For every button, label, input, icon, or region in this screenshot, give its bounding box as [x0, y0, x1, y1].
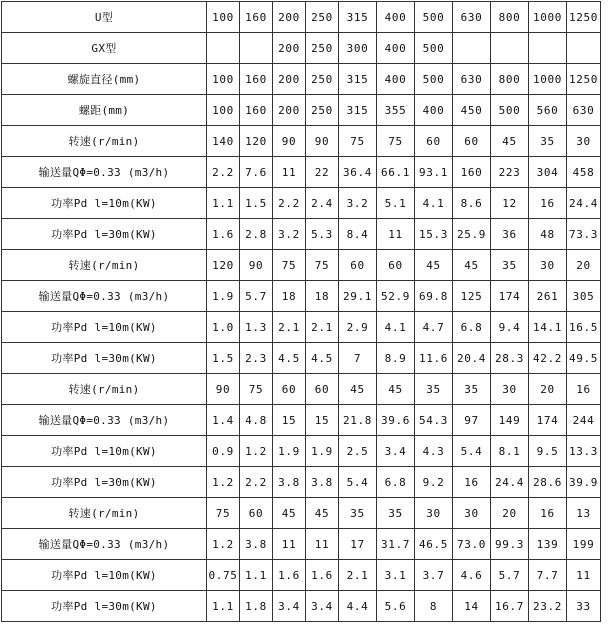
table-row: [2, 219, 601, 250]
table-cell: 8.9: [377, 343, 415, 374]
table-cell: 458: [567, 157, 601, 188]
table-cell: 9.4: [491, 312, 529, 343]
row-label: 转速(r/min): [2, 498, 207, 529]
table-cell: 7: [339, 343, 377, 374]
table-cell: 17: [339, 529, 377, 560]
table-cell: 174: [529, 405, 567, 436]
table-cell: 60: [415, 126, 453, 157]
table-cell: 16.5: [567, 312, 601, 343]
table-row: [2, 405, 601, 436]
table-cell: 100: [207, 2, 240, 33]
table-cell: 45: [339, 374, 377, 405]
table-cell: 75: [240, 374, 273, 405]
table-cell: 73.0: [453, 529, 491, 560]
table-cell: 315: [339, 2, 377, 33]
table-cell: 500: [415, 64, 453, 95]
table-cell: [240, 33, 273, 64]
table-cell: 7.6: [240, 157, 273, 188]
table-cell: 13: [567, 498, 601, 529]
table-cell: 2.3: [240, 343, 273, 374]
table-cell: 60: [377, 250, 415, 281]
table-cell: 4.5: [306, 343, 339, 374]
table-cell: 8.4: [339, 219, 377, 250]
row-label: 功率Pd l=30m(KW): [2, 219, 207, 250]
table-cell: 20.4: [453, 343, 491, 374]
table-cell: 400: [377, 2, 415, 33]
table-row: [2, 188, 601, 219]
table-cell: 24.4: [491, 467, 529, 498]
row-label: 功率Pd l=30m(KW): [2, 591, 207, 622]
table-cell: 5.3: [306, 219, 339, 250]
table-cell: [529, 33, 567, 64]
table-cell: 2.2: [240, 467, 273, 498]
table-cell: 46.5: [415, 529, 453, 560]
table-cell: 355: [377, 95, 415, 126]
table-cell: 5.1: [377, 188, 415, 219]
table-cell: [491, 33, 529, 64]
table-cell: 120: [240, 126, 273, 157]
table-cell: 90: [207, 374, 240, 405]
table-cell: 33: [567, 591, 601, 622]
table-cell: 1250: [567, 2, 601, 33]
row-label: 输送量QΦ=0.33 (m3/h): [2, 529, 207, 560]
table-cell: 125: [453, 281, 491, 312]
table-cell: [567, 33, 601, 64]
table-cell: 36.4: [339, 157, 377, 188]
table-cell: 18: [273, 281, 306, 312]
table-cell: 49.5: [567, 343, 601, 374]
table-cell: 174: [491, 281, 529, 312]
table-cell: 0.75: [207, 560, 240, 591]
table-cell: 1.6: [273, 560, 306, 591]
row-label: 功率Pd l=30m(KW): [2, 467, 207, 498]
table-row: [2, 312, 601, 343]
table-cell: 3.1: [377, 560, 415, 591]
row-label: U型: [2, 2, 207, 33]
table-cell: 28.6: [529, 467, 567, 498]
table-cell: 20: [529, 374, 567, 405]
table-cell: 300: [339, 33, 377, 64]
row-label: 功率Pd l=10m(KW): [2, 188, 207, 219]
row-label: 输送量QΦ=0.33 (m3/h): [2, 281, 207, 312]
table-cell: 11: [567, 560, 601, 591]
row-label: 输送量QΦ=0.33 (m3/h): [2, 405, 207, 436]
table-cell: 75: [339, 126, 377, 157]
row-label: GX型: [2, 33, 207, 64]
table-cell: 250: [306, 95, 339, 126]
table-cell: 3.2: [273, 219, 306, 250]
table-cell: 3.4: [273, 591, 306, 622]
table-cell: 4.3: [415, 436, 453, 467]
table-row: [2, 436, 601, 467]
table-cell: 1.9: [207, 281, 240, 312]
spec-table-body: [2, 2, 601, 622]
table-cell: 15.3: [415, 219, 453, 250]
table-row: [2, 281, 601, 312]
table-cell: 1.1: [240, 560, 273, 591]
table-row: [2, 33, 601, 64]
table-cell: 250: [306, 33, 339, 64]
table-row: [2, 498, 601, 529]
table-cell: 1.0: [207, 312, 240, 343]
table-cell: 16: [567, 374, 601, 405]
table-cell: 35: [339, 498, 377, 529]
table-cell: 0.9: [207, 436, 240, 467]
row-label: 功率Pd l=10m(KW): [2, 312, 207, 343]
table-cell: 315: [339, 95, 377, 126]
table-cell: 73.3: [567, 219, 601, 250]
table-cell: 1.5: [207, 343, 240, 374]
table-cell: [207, 33, 240, 64]
table-cell: 800: [491, 64, 529, 95]
table-cell: 35: [415, 374, 453, 405]
table-cell: [453, 33, 491, 64]
row-label: 功率Pd l=10m(KW): [2, 560, 207, 591]
row-label: 转速(r/min): [2, 126, 207, 157]
table-cell: 400: [377, 33, 415, 64]
table-cell: 45: [306, 498, 339, 529]
table-cell: 9.5: [529, 436, 567, 467]
table-cell: 60: [306, 374, 339, 405]
table-cell: 800: [491, 2, 529, 33]
spec-table: [1, 1, 601, 622]
table-cell: 75: [207, 498, 240, 529]
table-cell: 2.1: [273, 312, 306, 343]
table-cell: 630: [453, 64, 491, 95]
table-cell: 200: [273, 33, 306, 64]
table-cell: 30: [415, 498, 453, 529]
table-cell: 4.4: [339, 591, 377, 622]
table-cell: 22: [306, 157, 339, 188]
table-cell: 35: [377, 498, 415, 529]
table-cell: 30: [567, 126, 601, 157]
table-cell: 3.4: [377, 436, 415, 467]
table-cell: 223: [491, 157, 529, 188]
table-cell: 140: [207, 126, 240, 157]
table-row: [2, 157, 601, 188]
table-cell: 21.8: [339, 405, 377, 436]
table-cell: 2.4: [306, 188, 339, 219]
table-cell: 1.2: [207, 529, 240, 560]
table-cell: 25.9: [453, 219, 491, 250]
table-cell: 200: [273, 2, 306, 33]
table-cell: 60: [339, 250, 377, 281]
table-cell: 39.6: [377, 405, 415, 436]
table-cell: 4.6: [453, 560, 491, 591]
table-row: [2, 95, 601, 126]
table-cell: 4.7: [415, 312, 453, 343]
table-cell: 42.2: [529, 343, 567, 374]
table-cell: 11: [273, 529, 306, 560]
table-row: [2, 343, 601, 374]
table-cell: 400: [415, 95, 453, 126]
table-cell: 3.8: [273, 467, 306, 498]
table-cell: 5.7: [491, 560, 529, 591]
table-cell: 5.4: [339, 467, 377, 498]
table-cell: 1.2: [207, 467, 240, 498]
table-cell: 4.8: [240, 405, 273, 436]
table-cell: 304: [529, 157, 567, 188]
table-cell: 11: [273, 157, 306, 188]
table-cell: 8: [415, 591, 453, 622]
table-cell: 1.1: [207, 591, 240, 622]
table-cell: 15: [306, 405, 339, 436]
row-label: 螺距(mm): [2, 95, 207, 126]
row-label: 转速(r/min): [2, 250, 207, 281]
table-cell: 75: [273, 250, 306, 281]
table-cell: 1.6: [306, 560, 339, 591]
table-cell: 20: [567, 250, 601, 281]
table-cell: 97: [453, 405, 491, 436]
table-cell: 244: [567, 405, 601, 436]
table-cell: 5.6: [377, 591, 415, 622]
table-cell: 139: [529, 529, 567, 560]
table-cell: 4.5: [273, 343, 306, 374]
table-cell: 8.1: [491, 436, 529, 467]
table-cell: 120: [207, 250, 240, 281]
row-label: 输送量QΦ=0.33 (m3/h): [2, 157, 207, 188]
row-label: 功率Pd l=10m(KW): [2, 436, 207, 467]
table-cell: 2.2: [207, 157, 240, 188]
table-cell: 560: [529, 95, 567, 126]
table-cell: 160: [240, 95, 273, 126]
table-cell: 20: [491, 498, 529, 529]
table-cell: 31.7: [377, 529, 415, 560]
table-cell: 500: [415, 2, 453, 33]
table-cell: 14.1: [529, 312, 567, 343]
table-cell: 8.6: [453, 188, 491, 219]
table-cell: 9.2: [415, 467, 453, 498]
table-cell: 45: [273, 498, 306, 529]
table-cell: 45: [377, 374, 415, 405]
table-cell: 23.2: [529, 591, 567, 622]
table-cell: 4.1: [377, 312, 415, 343]
table-cell: 149: [491, 405, 529, 436]
table-cell: 1.8: [240, 591, 273, 622]
table-cell: 2.2: [273, 188, 306, 219]
table-cell: 450: [453, 95, 491, 126]
table-cell: 5.4: [453, 436, 491, 467]
row-label: 功率Pd l=30m(KW): [2, 343, 207, 374]
table-cell: 11.6: [415, 343, 453, 374]
table-cell: 7.7: [529, 560, 567, 591]
table-cell: 60: [273, 374, 306, 405]
table-cell: 3.4: [306, 591, 339, 622]
table-cell: 66.1: [377, 157, 415, 188]
table-cell: 35: [491, 250, 529, 281]
table-cell: 261: [529, 281, 567, 312]
table-cell: 30: [491, 374, 529, 405]
table-cell: 99.3: [491, 529, 529, 560]
table-cell: 3.2: [339, 188, 377, 219]
table-cell: 75: [377, 126, 415, 157]
table-cell: 90: [240, 250, 273, 281]
table-cell: 28.3: [491, 343, 529, 374]
table-row: [2, 467, 601, 498]
table-cell: 1.4: [207, 405, 240, 436]
table-row: [2, 126, 601, 157]
table-cell: 160: [453, 157, 491, 188]
table-cell: 69.8: [415, 281, 453, 312]
table-cell: 4.1: [415, 188, 453, 219]
table-cell: 14: [453, 591, 491, 622]
table-cell: 75: [306, 250, 339, 281]
table-cell: 48: [529, 219, 567, 250]
table-cell: 16.7: [491, 591, 529, 622]
table-cell: 13.3: [567, 436, 601, 467]
table-cell: 24.4: [567, 188, 601, 219]
table-cell: 3.8: [306, 467, 339, 498]
table-cell: 6.8: [377, 467, 415, 498]
table-cell: 500: [491, 95, 529, 126]
table-cell: 200: [273, 64, 306, 95]
table-row: [2, 374, 601, 405]
table-cell: 1.3: [240, 312, 273, 343]
table-cell: 29.1: [339, 281, 377, 312]
table-cell: 35: [529, 126, 567, 157]
table-cell: 100: [207, 64, 240, 95]
table-cell: 2.1: [306, 312, 339, 343]
table-cell: 315: [339, 64, 377, 95]
table-cell: 52.9: [377, 281, 415, 312]
table-row: [2, 560, 601, 591]
table-row: [2, 591, 601, 622]
table-cell: 2.5: [339, 436, 377, 467]
table-cell: 1.6: [207, 219, 240, 250]
table-cell: 250: [306, 64, 339, 95]
table-cell: 60: [240, 498, 273, 529]
table-cell: 45: [453, 250, 491, 281]
table-cell: 16: [453, 467, 491, 498]
table-cell: 305: [567, 281, 601, 312]
table-cell: 16: [529, 498, 567, 529]
table-cell: 11: [306, 529, 339, 560]
table-cell: 160: [240, 2, 273, 33]
table-cell: 90: [306, 126, 339, 157]
table-cell: 1.9: [306, 436, 339, 467]
table-cell: 54.3: [415, 405, 453, 436]
table-cell: 2.1: [339, 560, 377, 591]
row-label: 转速(r/min): [2, 374, 207, 405]
table-cell: 90: [273, 126, 306, 157]
table-cell: 1.2: [240, 436, 273, 467]
table-cell: 39.9: [567, 467, 601, 498]
table-cell: 500: [415, 33, 453, 64]
table-cell: 1.9: [273, 436, 306, 467]
table-cell: 11: [377, 219, 415, 250]
table-cell: 35: [453, 374, 491, 405]
table-cell: 60: [453, 126, 491, 157]
table-cell: 1000: [529, 2, 567, 33]
table-cell: 199: [567, 529, 601, 560]
table-row: [2, 2, 601, 33]
table-cell: 2.9: [339, 312, 377, 343]
row-label: 螺旋直径(mm): [2, 64, 207, 95]
table-cell: 1.1: [207, 188, 240, 219]
table-cell: 200: [273, 95, 306, 126]
table-cell: 5.7: [240, 281, 273, 312]
table-cell: 30: [453, 498, 491, 529]
table-cell: 100: [207, 95, 240, 126]
table-cell: 1.5: [240, 188, 273, 219]
table-cell: 18: [306, 281, 339, 312]
table-cell: 15: [273, 405, 306, 436]
table-row: [2, 250, 601, 281]
table-cell: 2.8: [240, 219, 273, 250]
table-cell: 3.7: [415, 560, 453, 591]
table-cell: 160: [240, 64, 273, 95]
table-cell: 30: [529, 250, 567, 281]
table-cell: 250: [306, 2, 339, 33]
table-cell: 1250: [567, 64, 601, 95]
table-cell: 45: [491, 126, 529, 157]
table-cell: 36: [491, 219, 529, 250]
table-cell: 12: [491, 188, 529, 219]
table-row: [2, 529, 601, 560]
table-row: [2, 64, 601, 95]
table-cell: 400: [377, 64, 415, 95]
table-cell: 1000: [529, 64, 567, 95]
table-cell: 3.8: [240, 529, 273, 560]
table-cell: 45: [415, 250, 453, 281]
table-cell: 16: [529, 188, 567, 219]
table-cell: 630: [453, 2, 491, 33]
table-cell: 630: [567, 95, 601, 126]
table-cell: 93.1: [415, 157, 453, 188]
table-cell: 6.8: [453, 312, 491, 343]
